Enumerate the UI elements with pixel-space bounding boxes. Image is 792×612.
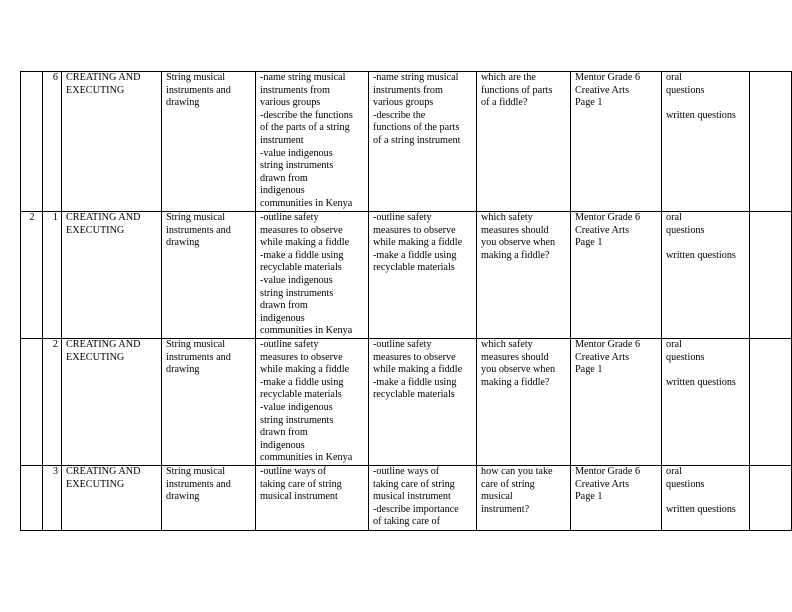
cell-line: String musical [166,72,226,83]
inquiry-question-cell [477,339,571,466]
cell-line: making a fiddle? [481,376,550,388]
assessment-cell [662,339,750,466]
cell-line: communities in Kenya [260,197,353,209]
cell-line: how can you take [481,466,553,477]
sub-strand-cell [162,72,256,212]
learning-outcomes-cell [256,72,369,212]
cell-line: -make a fiddle using [373,249,457,261]
week-cell [21,72,43,212]
cell-line: -value indigenous [260,147,333,159]
cell-line: -outline safety [260,212,319,223]
cell-line [666,97,746,110]
cell-line: CREATING AND [66,339,141,350]
cell-line: questions [666,224,705,236]
cell-line: indigenous [260,185,305,197]
cell-line: EXECUTING [66,224,125,236]
cell-line: written questions [666,376,736,388]
cell-line: -value indigenous [260,274,333,286]
remarks-cell [750,339,792,466]
cell-line: Creative Arts [575,224,630,236]
cell-line: drawing [166,237,200,249]
cell-line: Page 1 [575,364,603,376]
strand-cell [62,339,162,466]
week-cell [21,339,43,466]
scheme-of-work-table [20,71,792,531]
cell-line: -outline safety [373,339,432,350]
cell-line: Mentor Grade 6 [575,212,641,223]
strand-cell [62,466,162,531]
cell-line: taking care of string [373,478,455,490]
cell-line [666,364,746,377]
cell-line: Page 1 [575,97,603,109]
cell-line: which safety [481,212,533,223]
learning-outcomes-cell [256,339,369,466]
cell-line: questions [666,478,705,490]
cell-line [666,491,746,504]
cell-line: -outline safety [260,339,319,350]
cell-line: -make a fiddle using [260,249,344,261]
cell-line: instruments from [260,84,330,96]
table-row [21,212,792,339]
sub-strand-cell [162,212,256,339]
cell-line: instruments from [373,84,443,96]
cell-line: which safety [481,339,533,350]
cell-line: indigenous [260,312,305,324]
remarks-cell [750,212,792,339]
cell-line: drawn from [260,172,308,184]
cell-line: while making a fiddle [373,237,463,249]
sub-strand-cell [162,339,256,466]
cell-line: of a string instrument [373,134,461,146]
cell-line: oral [666,72,682,83]
lesson-cell: 6 [43,72,62,212]
cell-line: drawn from [260,300,308,312]
cell-line: -name string musical [373,72,459,83]
cell-line: of a fiddle? [481,97,528,109]
cell-line: String musical [166,339,226,350]
cell-line: you observe when [481,364,556,376]
learning-experiences-cell [369,72,477,212]
cell-line: -outline ways of [373,466,440,477]
cell-line: String musical [166,466,226,477]
cell-line: Page 1 [575,491,603,503]
learning-outcomes-cell [256,466,369,531]
cell-line: CREATING AND [66,212,141,223]
cell-line: CREATING AND [66,72,141,83]
cell-line: you observe when [481,237,556,249]
cell-line [666,237,746,250]
cell-line: -describe importance [373,503,459,515]
cell-line: written questions [666,109,736,121]
cell-line: oral [666,339,682,350]
cell-line: musical instrument [373,491,451,503]
table-row [21,466,792,531]
week-cell [21,466,43,531]
cell-line: measures to observe [373,351,456,363]
cell-line: string instruments [260,414,334,426]
cell-line: -describe the [373,109,426,121]
cell-line: instrument [260,134,304,146]
table-row [21,72,792,212]
cell-line: drawing [166,97,200,109]
lesson-cell: 2 [43,339,62,466]
cell-line: Creative Arts [575,478,630,490]
cell-line: -name string musical [260,72,346,83]
learning-experiences-cell [369,212,477,339]
cell-line: written questions [666,503,736,515]
cell-line: EXECUTING [66,351,125,363]
cell-line: taking care of string [260,478,342,490]
cell-line: various groups [260,97,321,109]
cell-line: functions of the parts [373,122,460,134]
assessment-cell [662,212,750,339]
cell-line: questions [666,84,705,96]
cell-line: oral [666,466,682,477]
week-cell: 2 [21,212,43,339]
learning-experiences-cell [369,466,477,531]
remarks-cell [750,466,792,531]
cell-line: Creative Arts [575,351,630,363]
inquiry-question-cell [477,466,571,531]
cell-line: EXECUTING [66,84,125,96]
cell-line: EXECUTING [66,478,125,490]
inquiry-question-cell [477,72,571,212]
cell-line: of taking care of [373,516,441,528]
cell-line: various groups [373,97,434,109]
cell-line: instruments and [166,224,231,236]
lesson-cell: 1 [43,212,62,339]
sub-strand-cell [162,466,256,531]
cell-line: questions [666,351,705,363]
cell-line: functions of parts [481,84,553,96]
learning-resources-cell [571,339,662,466]
learning-resources-cell [571,212,662,339]
cell-line: -value indigenous [260,401,333,413]
learning-resources-cell [571,466,662,531]
cell-line: CREATING AND [66,466,141,477]
cell-line: recyclable materials [260,389,342,401]
cell-line: Mentor Grade 6 [575,72,641,83]
cell-line: which are the [481,72,536,83]
cell-line: instruments and [166,84,231,96]
inquiry-question-cell [477,212,571,339]
table-row [21,339,792,466]
cell-line: measures to observe [260,351,343,363]
cell-line: measures to observe [260,224,343,236]
cell-line: String musical [166,212,226,223]
cell-line: measures to observe [373,224,456,236]
learning-outcomes-cell [256,212,369,339]
cell-line: recyclable materials [373,389,455,401]
cell-line: while making a fiddle [260,364,350,376]
strand-cell [62,72,162,212]
cell-line: care of string [481,478,535,490]
cell-line: -make a fiddle using [260,376,344,388]
cell-line: communities in Kenya [260,325,353,337]
cell-line: communities in Kenya [260,452,353,464]
cell-line: Creative Arts [575,84,630,96]
cell-line: measures should [481,351,549,363]
lesson-cell: 3 [43,466,62,531]
cell-line: musical instrument [260,491,338,503]
cell-line: string instruments [260,160,334,172]
cell-line: Mentor Grade 6 [575,339,641,350]
cell-line: -outline safety [373,212,432,223]
cell-line: while making a fiddle [260,237,350,249]
cell-line: drawing [166,491,200,503]
cell-line: recyclable materials [260,262,342,274]
cell-line: indigenous [260,439,305,451]
assessment-cell [662,466,750,531]
remarks-cell [750,72,792,212]
cell-line: instruments and [166,351,231,363]
cell-line: drawing [166,364,200,376]
cell-line: drawn from [260,427,308,439]
cell-line: -describe the functions [260,109,353,121]
assessment-cell [662,72,750,212]
cell-line: -outline ways of [260,466,327,477]
cell-line: making a fiddle? [481,249,550,261]
cell-line: -make a fiddle using [373,376,457,388]
cell-line: Page 1 [575,237,603,249]
cell-line: written questions [666,249,736,261]
cell-line: instruments and [166,478,231,490]
cell-line: oral [666,212,682,223]
cell-line: musical [481,491,513,503]
cell-line: string instruments [260,287,334,299]
cell-line: measures should [481,224,549,236]
cell-line: instrument? [481,503,530,515]
strand-cell [62,212,162,339]
cell-line: of the parts of a string [260,122,350,134]
learning-resources-cell [571,72,662,212]
learning-experiences-cell [369,339,477,466]
cell-line: recyclable materials [373,262,455,274]
cell-line: while making a fiddle [373,364,463,376]
cell-line: Mentor Grade 6 [575,466,641,477]
